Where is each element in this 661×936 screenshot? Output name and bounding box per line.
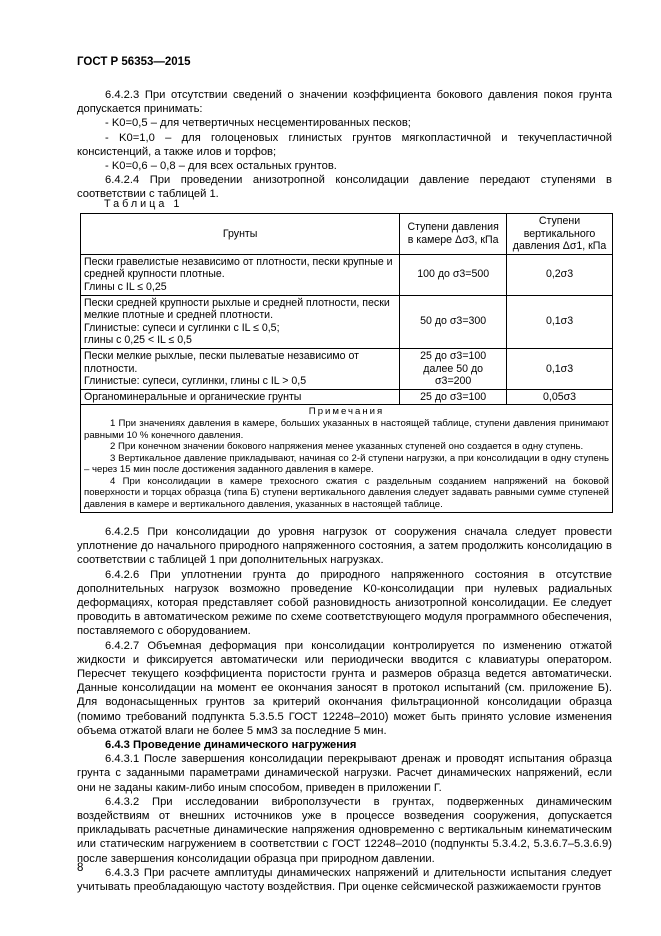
soil-cell: Органоминеральные и органические грунты [81, 389, 400, 405]
table-row [81, 348, 613, 389]
table-row [81, 254, 613, 295]
header-chamber-pressure: Ступени давления в камере Δσ3, кПа [400, 214, 507, 255]
paragraph-6-4-2-7: 6.4.2.7 Объемная деформация при консолидации контролируется по изменению отжатой жидкости и фиксируется автоматически или периодически вводится с клавиатуры оператором. Пересчет текущего коэффициента пористости грунта и размеров образца ведется автоматически. Данные консолидации на момент ее окончания заносят в протокол испытаний (см. приложение Б). Для водонасыщенных грунтов за критерий окончания фильтрационной консолидации образца (помимо требований подпункта 5.3.5.5 ГОСТ 12248–2010) может быть принято условие изменения объема отжатой влаги не более 5 мм3 за последние 5 мин. [77, 639, 612, 737]
table-row [81, 389, 613, 405]
soil-cell: Пески мелкие рыхлые, пески пылеватые независимо от плотности. Глинистые: супеси, суглинки, глины с IL > 0,5 [81, 348, 400, 389]
table-1 [80, 213, 613, 513]
note-item: 2 При конечном значении бокового напряжения менее указанных ступеней оно создается в одну ступень. [110, 441, 584, 453]
chamber-step-cell: 25 до σ3=100 [400, 389, 507, 405]
note-item: 3 Вертикальное давление прикладывают, начиная со 2-й ступени нагрузки, а при консолидации в одну ступень – через 15 мин после достижения заданного давления в камере. [84, 452, 609, 476]
table-header-row [81, 214, 613, 255]
table-notes-row [81, 405, 613, 512]
chamber-step-cell: 50 до σ3=300 [400, 295, 507, 348]
page-number: 8 [77, 862, 84, 874]
list-item: - K0=0,6 – 0,8 – для всех остальных грунтов. [105, 160, 337, 173]
note-item: 4 При консолидации в камере трехосного сжатия с раздельным созданием напряжений на боковой поверхности и торцах образца (типа Б) ступени вертикального давления следует задавать равными сумме ступеней давления в камере и вертикального давления, указанных в настоящей таблице. [84, 475, 609, 511]
vertical-step-cell: 0,1σ3 [507, 295, 613, 348]
list-item: - K0=0,5 – для четвертичных несцементированных песков; [105, 117, 411, 130]
soil-cell: Пески средней крупности рыхлые и средней плотности, пески мелкие плотные и средней плотности. Глинистые: супеси и суглинки с IL ≤ 0,5; глины с 0,25 < IL ≤ 0,5 [81, 295, 400, 348]
notes-title: Примечания [308, 406, 385, 418]
vertical-step-cell: 0,2σ3 [507, 254, 613, 295]
paragraph-6-4-2-3: 6.4.2.3 При отсутствии сведений о значении коэффициента бокового давления покоя грунта допускается принимать: [77, 89, 612, 116]
table-caption: Таблица 1 [104, 198, 183, 210]
note-item: 1 При значениях давления в камере, больших указанных в настоящей таблице, ступени давления принимают равными 10 % конечного давления. [84, 417, 609, 441]
top-paragraphs [77, 88, 612, 202]
table-row [81, 295, 613, 348]
vertical-step-cell: 0,1σ3 [507, 348, 613, 389]
paragraph-6-4-3-3: 6.4.3.3 При расчете амплитуды динамических напряжений и длительности испытания следует учитывать преобладающую частоту воздействия. При оценке сейсмической разжижаемости грунтов [77, 866, 612, 894]
paragraph-6-4-3-2: 6.4.3.2 При исследовании виброползучести в грунтах, подверженных динамическим воздействиям от внешних источников уже в процессе возведения сооружения, допускается прикладывать расчетные динамические напряжения одновременно с вертикальным кинематическим или статическим нагружением в соответствии с ГОСТ 12248–2010 (подпункты 5.3.4.2, 5.3.6.7–5.3.6.9) после завершения консолидации образца при природном давлении. [77, 795, 612, 865]
list-item: - K0=1,0 – для голоценовых глинистых грунтов мягкопластичной и текучепластичной консистенций, а также илов и торфов; [77, 131, 612, 158]
chamber-step-cell: 25 до σ3=100 далее 50 до σ3=200 [400, 348, 507, 389]
paragraph-6-4-3-1: 6.4.3.1 После завершения консолидации перекрывают дренаж и проводят испытания образца грунта с заданными параметрами динамической нагрузки. Расчет динамических напряжений, если они не заданы каким-либо иным способом, приведен в приложении Г. [77, 753, 612, 794]
section-heading-6-4-3: 6.4.3 Проведение динамического нагружения [105, 739, 357, 752]
document-header: ГОСТ Р 56353—2015 [77, 56, 191, 68]
paragraph-6-4-2-6: 6.4.2.6 При уплотнении грунта до природного напряженного состояния в отсутствие дополнительных нагрузок возможно проведение K0-консолидации при нулевых радиальных деформациях, которая представляет собой разновидность анизотропной консолидации. Ее следует проводить в автоматическом режиме по схеме соответствующего модуля программного обеспечения, поставляемого с оборудованием. [77, 568, 612, 638]
table-notes [81, 405, 613, 512]
bottom-paragraphs [77, 525, 612, 894]
paragraph-6-4-2-5: 6.4.2.5 При консолидации до уровня нагрузок от сооружения сначала следует провести уплотнение до начального природного напряженного состояния, а затем продолжить консолидацию в соответствии с таблицей 1 при дополнительных нагрузках. [77, 526, 612, 567]
header-soils: Грунты [81, 214, 400, 255]
vertical-step-cell: 0,05σ3 [507, 389, 613, 405]
paragraph-6-4-2-4: 6.4.2.4 При проведении анизотропной консолидации давление передают ступенями в соответствии с таблицей 1. [77, 174, 612, 201]
soil-cell: Пески гравелистые независимо от плотности, пески крупные и средней крупности плотные. Глины с IL ≤ 0,25 [81, 254, 400, 295]
chamber-step-cell: 100 до σ3=500 [400, 254, 507, 295]
header-vertical-pressure: Ступени вертикального давления Δσ1, кПа [507, 214, 613, 255]
